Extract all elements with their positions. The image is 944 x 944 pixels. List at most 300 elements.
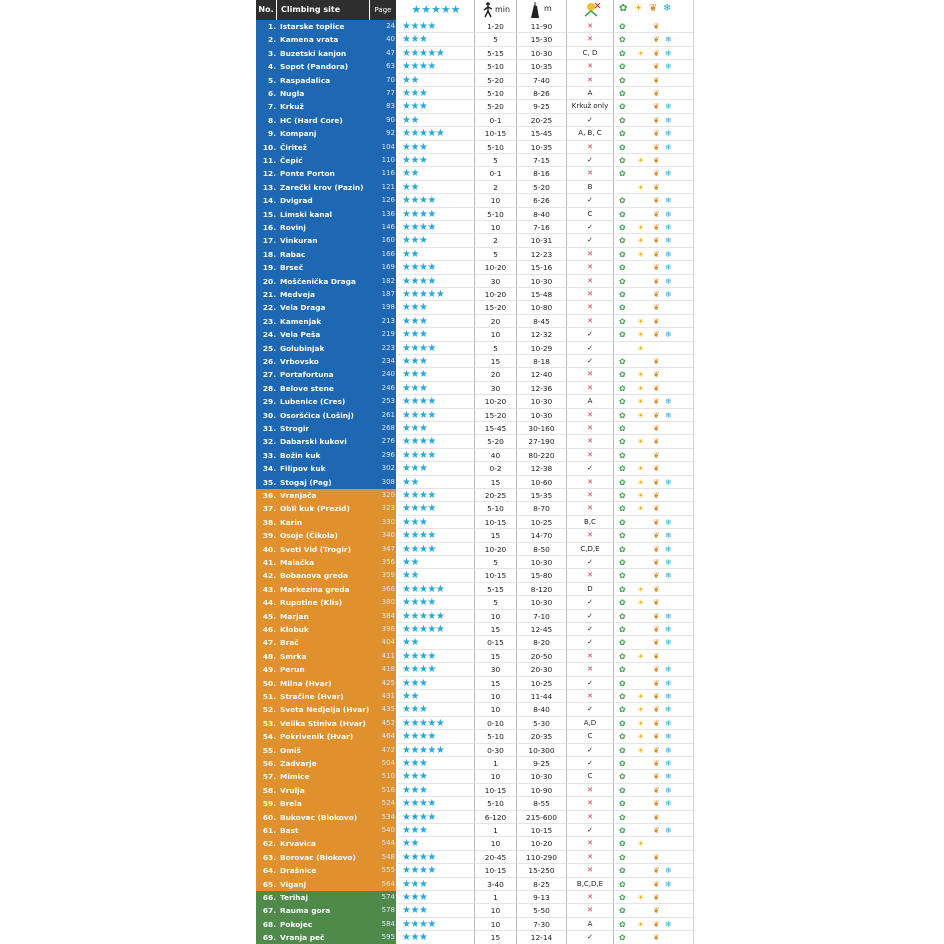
approach-minutes: 10-15 bbox=[474, 864, 516, 877]
kids-suitability: ✕ bbox=[566, 33, 614, 46]
star-icon: ★ bbox=[410, 208, 419, 220]
approach-minutes: 2 bbox=[474, 234, 516, 247]
spring-icon: ✿ bbox=[619, 839, 626, 849]
row-number: 69. bbox=[262, 933, 276, 943]
star-icon: ★ bbox=[418, 21, 428, 32]
spring-icon: ✿ bbox=[619, 303, 626, 313]
winter-icon: ❄ bbox=[665, 625, 672, 634]
winter-icon: ❄ bbox=[665, 276, 672, 286]
star-icon: ★ bbox=[410, 851, 419, 863]
star-icon: ★ bbox=[410, 530, 419, 542]
approach-minutes: 0-10 bbox=[474, 717, 516, 730]
site-name: Limski kanal bbox=[280, 209, 333, 219]
star-rating bbox=[398, 824, 474, 837]
star-icon: ★ bbox=[410, 597, 419, 609]
spring-icon: ✿ bbox=[619, 397, 626, 407]
star-icon: ★ bbox=[427, 275, 436, 287]
table-row bbox=[256, 623, 693, 636]
winter-icon: ❄ bbox=[665, 397, 672, 407]
approach-minutes: 10-15 bbox=[474, 569, 516, 582]
table-row bbox=[256, 154, 693, 167]
table-row bbox=[256, 770, 693, 783]
approach-minutes: 10-15 bbox=[474, 127, 516, 140]
summer-icon: ☀ bbox=[637, 397, 645, 407]
site-name: Rovinj bbox=[280, 223, 306, 232]
approach-minutes: 15 bbox=[474, 355, 516, 368]
table-row bbox=[256, 811, 693, 824]
row-number: 54. bbox=[262, 732, 276, 742]
summer-icon: ☀ bbox=[637, 839, 645, 849]
route-height: 8-20 bbox=[516, 636, 566, 649]
seasons bbox=[615, 864, 693, 877]
star-icon: ★ bbox=[410, 289, 419, 300]
star-icon: ★ bbox=[418, 798, 428, 810]
star-icon: ★ bbox=[402, 878, 411, 890]
spring-icon: ✿ bbox=[619, 866, 626, 876]
star-icon: ★ bbox=[435, 744, 445, 756]
seasons bbox=[615, 368, 693, 381]
route-height: 10-20 bbox=[516, 837, 566, 850]
autumn-icon: ❦ bbox=[653, 598, 660, 608]
page-number: 359 bbox=[381, 571, 395, 580]
star-icon: ★ bbox=[418, 289, 428, 300]
star-rating bbox=[398, 234, 474, 247]
star-icon: ★ bbox=[402, 195, 411, 207]
star-icon: ★ bbox=[402, 248, 411, 260]
table-row bbox=[256, 435, 693, 448]
spring-icon: ✿ bbox=[619, 142, 626, 152]
page-number: 63 bbox=[386, 62, 395, 71]
row-number: 10. bbox=[262, 142, 276, 152]
star-icon: ★ bbox=[418, 650, 428, 662]
route-height: 10-300 bbox=[516, 744, 566, 757]
route-height: 10-25 bbox=[516, 677, 566, 690]
table-row bbox=[256, 851, 693, 864]
star-icon: ★ bbox=[402, 543, 411, 555]
star-icon: ★ bbox=[410, 21, 419, 32]
star-icon: ★ bbox=[427, 289, 436, 300]
approach-minutes: 10 bbox=[474, 703, 516, 716]
seasons bbox=[615, 342, 693, 355]
star-icon: ★ bbox=[418, 932, 428, 944]
summer-icon: ☀ bbox=[637, 330, 645, 340]
autumn-icon: ❦ bbox=[653, 759, 660, 768]
row-number: 23. bbox=[262, 316, 276, 326]
row-number: 47. bbox=[262, 638, 276, 648]
site-name: Medveja bbox=[280, 290, 316, 299]
page-number: 595 bbox=[381, 933, 395, 942]
route-height: 11-90 bbox=[516, 20, 566, 33]
autumn-icon: ❦ bbox=[653, 826, 660, 835]
star-icon: ★ bbox=[418, 342, 428, 354]
approach-minutes: 15-20 bbox=[474, 301, 516, 314]
spring-icon: ✿ bbox=[619, 370, 626, 380]
page-number: 510 bbox=[381, 772, 395, 781]
page-number: 548 bbox=[381, 852, 395, 861]
site-name: Obli kuk (Prezid) bbox=[280, 504, 350, 514]
summer-icon: ☀ bbox=[637, 893, 645, 902]
kids-icon bbox=[581, 2, 601, 18]
approach-minutes: 40 bbox=[474, 449, 516, 462]
autumn-icon: ❦ bbox=[653, 879, 660, 889]
winter-icon: ❄ bbox=[665, 772, 672, 782]
route-height: 10-31 bbox=[516, 234, 566, 247]
table-row bbox=[256, 610, 693, 623]
kids-suitability: ✓ bbox=[566, 328, 614, 341]
star-icon: ★ bbox=[418, 61, 428, 73]
approach-minutes: 10-20 bbox=[474, 261, 516, 274]
approach-minutes: 30 bbox=[474, 382, 516, 395]
kids-suitability: ✕ bbox=[566, 315, 614, 328]
star-icon: ★ bbox=[410, 650, 419, 662]
row-number: 36. bbox=[262, 491, 276, 500]
table-row bbox=[256, 569, 693, 582]
spring-icon: ✿ bbox=[619, 383, 626, 393]
site-name: Zarečki krov (Pazin) bbox=[280, 182, 364, 192]
approach-minutes: 10 bbox=[474, 837, 516, 850]
autumn-icon: ❦ bbox=[653, 22, 660, 31]
seasons bbox=[615, 610, 693, 623]
spring-icon: ✿ bbox=[619, 799, 626, 809]
spring-icon: ✿ bbox=[619, 3, 628, 14]
winter-icon: ❄ bbox=[665, 196, 672, 206]
row-number: 50. bbox=[262, 678, 276, 688]
star-rating bbox=[398, 864, 474, 877]
route-height: 8-25 bbox=[516, 878, 566, 891]
star-rating bbox=[398, 543, 474, 556]
autumn-icon: ❦ bbox=[653, 48, 660, 58]
spring-icon: ✿ bbox=[619, 129, 626, 139]
row-number: 13. bbox=[262, 182, 276, 192]
star-icon: ★ bbox=[402, 329, 411, 341]
autumn-icon: ❦ bbox=[653, 450, 660, 460]
star-rating bbox=[398, 208, 474, 221]
site-name: Marjan bbox=[280, 611, 309, 621]
route-height: 5-50 bbox=[516, 904, 566, 917]
star-icon: ★ bbox=[410, 88, 419, 99]
star-rating bbox=[398, 744, 474, 757]
row-number: 31. bbox=[262, 424, 276, 433]
table-row bbox=[256, 650, 693, 663]
star-rating bbox=[398, 757, 474, 770]
site-name: Stogaj (Pag) bbox=[280, 477, 332, 487]
autumn-icon: ❦ bbox=[653, 906, 660, 916]
table-row bbox=[256, 315, 693, 328]
star-icon: ★ bbox=[402, 731, 411, 743]
page-number: 452 bbox=[381, 718, 395, 727]
route-height: 8-50 bbox=[516, 543, 566, 556]
kids-suitability: A bbox=[566, 395, 614, 408]
row-number: 8. bbox=[268, 115, 276, 125]
kids-suitability: ✓ bbox=[566, 703, 614, 716]
spring-icon: ✿ bbox=[619, 705, 626, 715]
table-row bbox=[256, 234, 693, 247]
star-icon: ★ bbox=[410, 771, 419, 783]
approach-minutes: 10-15 bbox=[474, 516, 516, 529]
star-rating bbox=[398, 167, 474, 180]
table-row bbox=[256, 757, 693, 770]
autumn-icon: ❦ bbox=[653, 491, 660, 500]
kids-suitability: ✕ bbox=[566, 663, 614, 676]
row-number: 35. bbox=[262, 477, 276, 487]
spring-icon: ✿ bbox=[619, 558, 626, 567]
star-icon: ★ bbox=[427, 851, 436, 863]
page-number: 411 bbox=[381, 651, 395, 660]
summer-icon: ☀ bbox=[637, 343, 645, 353]
route-height: 7-40 bbox=[516, 74, 566, 87]
autumn-icon: ❦ bbox=[653, 651, 660, 661]
row-number: 26. bbox=[262, 357, 276, 366]
page-number: 435 bbox=[381, 705, 395, 714]
winter-icon: ❄ bbox=[665, 718, 672, 728]
walker-icon bbox=[482, 2, 494, 18]
star-icon: ★ bbox=[418, 315, 428, 327]
autumn-icon: ❦ bbox=[653, 812, 660, 822]
kids-suitability: ✓ bbox=[566, 221, 614, 234]
row-number: 38. bbox=[262, 517, 276, 527]
summer-icon: ☀ bbox=[637, 156, 645, 165]
star-icon: ★ bbox=[418, 811, 428, 823]
table-row bbox=[256, 395, 693, 408]
site-name: Božin kuk bbox=[280, 450, 321, 460]
kids-suitability: D bbox=[566, 583, 614, 596]
row-number: 64. bbox=[262, 866, 276, 876]
star-rating bbox=[398, 489, 474, 502]
page-number: 555 bbox=[381, 866, 395, 875]
star-icon: ★ bbox=[410, 74, 419, 86]
summer-icon: ☀ bbox=[637, 504, 645, 514]
winter-icon: ❄ bbox=[665, 410, 672, 420]
row-number: 24. bbox=[262, 330, 276, 340]
autumn-icon: ❦ bbox=[653, 611, 660, 621]
star-icon: ★ bbox=[402, 382, 411, 394]
star-rating bbox=[398, 33, 474, 46]
page-number: 340 bbox=[381, 531, 395, 540]
star-icon: ★ bbox=[435, 624, 445, 635]
approach-minutes: 1 bbox=[474, 757, 516, 770]
autumn-icon: ❦ bbox=[653, 437, 660, 447]
route-height: 10-15 bbox=[516, 824, 566, 837]
row-number: 19. bbox=[262, 263, 276, 273]
summer-icon: ☀ bbox=[637, 651, 645, 661]
star-icon: ★ bbox=[402, 47, 411, 59]
star-icon: ★ bbox=[410, 396, 419, 408]
spring-icon: ✿ bbox=[619, 330, 626, 340]
route-height: 215-600 bbox=[516, 811, 566, 824]
approach-minutes: 3-40 bbox=[474, 878, 516, 891]
winter-icon: ❄ bbox=[665, 866, 672, 876]
star-icon: ★ bbox=[402, 463, 411, 475]
route-height: 8-26 bbox=[516, 87, 566, 100]
star-icon: ★ bbox=[427, 865, 436, 877]
autumn-icon: ❦ bbox=[653, 169, 660, 179]
site-name: Vrulja bbox=[280, 785, 305, 795]
star-rating bbox=[398, 114, 474, 127]
star-rating bbox=[398, 315, 474, 328]
seasons bbox=[615, 476, 693, 489]
header-m bbox=[516, 0, 566, 20]
seasons bbox=[615, 516, 693, 529]
page-number: 504 bbox=[381, 759, 395, 767]
row-number: 22. bbox=[262, 303, 276, 313]
star-icon: ★ bbox=[410, 302, 419, 314]
seasons bbox=[615, 234, 693, 247]
route-height: 9-13 bbox=[516, 891, 566, 904]
star-icon: ★ bbox=[410, 664, 419, 676]
spring-icon: ✿ bbox=[619, 102, 626, 112]
star-icon: ★ bbox=[418, 744, 428, 756]
spring-icon: ✿ bbox=[619, 75, 626, 85]
winter-icon: ❄ bbox=[665, 209, 672, 219]
star-icon: ★ bbox=[427, 490, 436, 501]
seasons bbox=[615, 717, 693, 730]
autumn-icon: ❦ bbox=[653, 799, 660, 809]
approach-minutes: 6-120 bbox=[474, 811, 516, 824]
kids-suitability: ✓ bbox=[566, 931, 614, 944]
star-icon: ★ bbox=[410, 128, 419, 140]
approach-minutes: 10 bbox=[474, 690, 516, 703]
kids-suitability: ✓ bbox=[566, 744, 614, 757]
table-row bbox=[256, 837, 693, 850]
seasons bbox=[615, 382, 693, 395]
autumn-icon: ❦ bbox=[653, 223, 660, 232]
star-icon: ★ bbox=[427, 918, 436, 930]
table-row bbox=[256, 489, 693, 502]
spring-icon: ✿ bbox=[619, 89, 626, 98]
star-icon: ★ bbox=[410, 181, 419, 193]
star-icon: ★ bbox=[402, 503, 411, 515]
table-row bbox=[256, 355, 693, 368]
row-number: 28. bbox=[262, 383, 276, 393]
kids-suitability: C bbox=[566, 208, 614, 221]
page-number: 524 bbox=[381, 799, 395, 808]
kids-suitability: A, B, C bbox=[566, 127, 614, 140]
page-number: 564 bbox=[381, 879, 395, 888]
row-number: 61. bbox=[262, 826, 276, 835]
spring-icon: ✿ bbox=[619, 906, 626, 916]
star-rating bbox=[398, 47, 474, 60]
site-name: Velika Stiniva (Hvar) bbox=[280, 718, 366, 728]
page-number: 418 bbox=[381, 665, 395, 674]
star-rating bbox=[398, 127, 474, 140]
row-number: 48. bbox=[262, 651, 276, 661]
kids-suitability: ✕ bbox=[566, 690, 614, 703]
approach-minutes: 5-10 bbox=[474, 87, 516, 100]
star-rating bbox=[398, 918, 474, 931]
site-name: Pokojec bbox=[280, 919, 313, 929]
winter-icon: ❄ bbox=[665, 879, 672, 889]
winter-icon: ❄ bbox=[665, 571, 672, 581]
site-name: Kompanj bbox=[280, 129, 317, 139]
seasons bbox=[615, 328, 693, 341]
kids-suitability: ✕ bbox=[566, 141, 614, 154]
seasons bbox=[615, 74, 693, 87]
autumn-icon: ❦ bbox=[653, 129, 660, 139]
seasons bbox=[615, 181, 693, 194]
star-icon: ★ bbox=[402, 784, 411, 796]
kids-suitability: ✕ bbox=[566, 248, 614, 261]
autumn-icon: ❦ bbox=[653, 156, 660, 165]
star-icon: ★ bbox=[427, 128, 436, 140]
star-icon: ★ bbox=[427, 731, 436, 743]
site-name: Belove stene bbox=[280, 383, 334, 393]
site-name: Sopot (Pandora) bbox=[280, 62, 349, 72]
star-rating bbox=[398, 878, 474, 891]
star-icon: ★ bbox=[410, 262, 419, 274]
header-site: Climbing site bbox=[277, 0, 369, 20]
star-icon: ★ bbox=[427, 21, 436, 32]
star-rating bbox=[398, 422, 474, 435]
star-icon: ★ bbox=[402, 155, 411, 166]
winter-icon: ❄ bbox=[665, 919, 672, 929]
star-rating bbox=[398, 60, 474, 73]
autumn-icon: ❦ bbox=[653, 893, 660, 902]
spring-icon: ✿ bbox=[619, 665, 626, 675]
star-rating bbox=[398, 556, 474, 569]
seasons bbox=[615, 663, 693, 676]
row-number: 37. bbox=[262, 504, 276, 514]
approach-minutes: 15 bbox=[474, 650, 516, 663]
row-number: 4. bbox=[268, 62, 276, 72]
summer-icon: ☀ bbox=[637, 437, 645, 447]
star-icon: ★ bbox=[410, 798, 419, 810]
winter-icon: ❄ bbox=[665, 544, 672, 554]
page-number: 380 bbox=[381, 598, 395, 607]
row-number: 11. bbox=[262, 156, 276, 165]
star-icon: ★ bbox=[410, 423, 419, 434]
row-number: 16. bbox=[262, 223, 276, 232]
summer-icon: ☀ bbox=[637, 598, 645, 608]
seasons bbox=[615, 261, 693, 274]
autumn-icon: ❦ bbox=[653, 732, 660, 742]
spring-icon: ✿ bbox=[619, 223, 626, 232]
star-icon: ★ bbox=[418, 423, 428, 434]
route-height: 15-45 bbox=[516, 127, 566, 140]
site-name: Vranja peč bbox=[280, 933, 325, 943]
star-icon: ★ bbox=[418, 449, 428, 461]
autumn-icon: ❦ bbox=[653, 263, 660, 273]
seasons bbox=[615, 127, 693, 140]
spring-icon: ✿ bbox=[619, 879, 626, 889]
star-icon: ★ bbox=[418, 664, 428, 676]
row-number: 7. bbox=[268, 102, 276, 112]
star-icon: ★ bbox=[435, 128, 445, 140]
star-rating bbox=[398, 583, 474, 596]
seasons bbox=[615, 583, 693, 596]
star-icon: ★ bbox=[410, 114, 419, 126]
summer-icon: ☀ bbox=[637, 48, 645, 58]
table-row bbox=[256, 730, 693, 743]
star-icon: ★ bbox=[402, 369, 411, 381]
star-rating bbox=[398, 449, 474, 462]
autumn-icon: ❦ bbox=[653, 303, 660, 313]
star-icon: ★ bbox=[410, 436, 419, 448]
spring-icon: ✿ bbox=[619, 357, 626, 366]
spring-icon: ✿ bbox=[619, 571, 626, 581]
table-row bbox=[256, 449, 693, 462]
page-number: 198 bbox=[381, 303, 395, 312]
kids-suitability: ✕ bbox=[566, 74, 614, 87]
site-name: Sveti Vid (Trogir) bbox=[280, 544, 351, 554]
page-number: 356 bbox=[381, 558, 395, 566]
table-row bbox=[256, 409, 693, 422]
star-rating bbox=[398, 74, 474, 87]
star-icon: ★ bbox=[418, 851, 428, 863]
route-height: 20-30 bbox=[516, 663, 566, 676]
site-name: Kamena vrata bbox=[280, 35, 339, 45]
route-height: 5-30 bbox=[516, 717, 566, 730]
approach-minutes: 5-10 bbox=[474, 141, 516, 154]
